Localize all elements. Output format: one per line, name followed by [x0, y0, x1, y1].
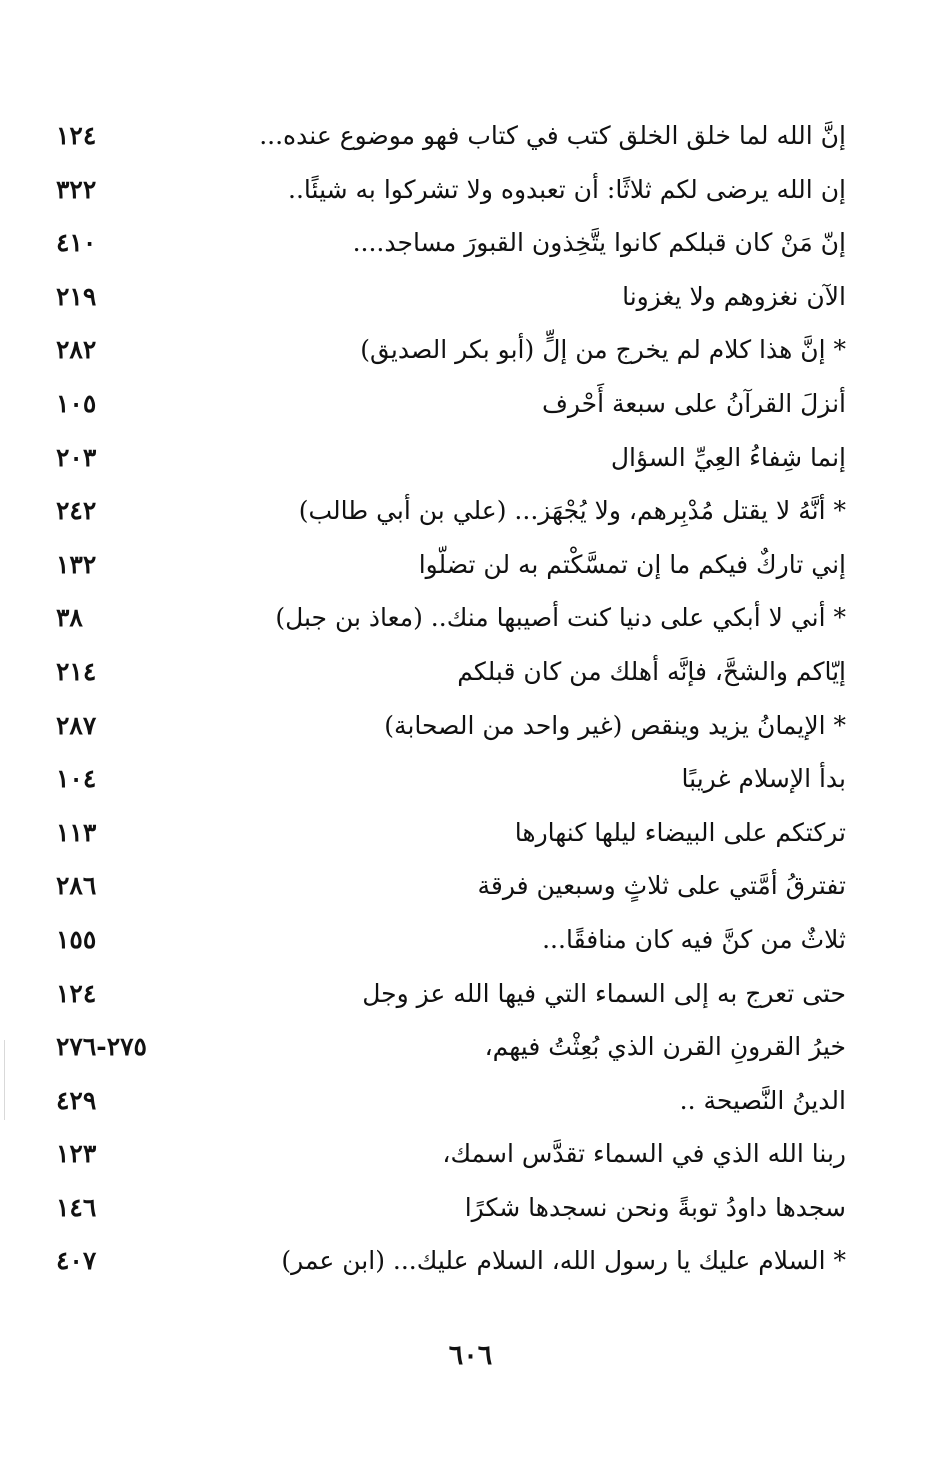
page-reference: ٢٧٥-٢٧٦: [56, 1032, 147, 1062]
entry-text: ربنا الله الذي في السماء تقدَّس اسمك،: [442, 1139, 846, 1169]
page-reference: ١٢٣: [56, 1139, 97, 1169]
page-reference: ١٠٤: [56, 764, 97, 794]
index-row: [56, 592, 846, 646]
entry-text: إنّ مَنْ كان قبلكم كانوا يتَّخِذون القبورَ مساجد....: [352, 228, 846, 258]
page-reference: ٢٨٦: [56, 871, 97, 901]
entry-text: ثلاثٌ من كنَّ فيه كان منافقًا...: [542, 924, 846, 954]
page-reference: ٣٢٢: [56, 174, 97, 204]
page-reference: ١٢٤: [56, 121, 97, 150]
entry-text: إني تاركٌ فيكم ما إن تمسَّكْتم به لن تضلّوا: [418, 549, 846, 579]
page-reference: ٢٨٢: [56, 335, 97, 365]
page-reference: ١٤٦: [56, 1192, 97, 1222]
page-reference: ٢٠٣: [56, 442, 97, 472]
index-row: [56, 217, 846, 271]
scan-edge-mark: [4, 1040, 5, 1120]
entry-text: * السلام عليك يا رسول الله، السلام عليك... (ابن عمر): [281, 1246, 846, 1276]
entry-text: الآن نغزوهم ولا يغزونا: [622, 281, 846, 311]
page-reference: ١٥٥: [56, 924, 97, 954]
entry-text: * إنَّ هذا كلام لم يخرج من إلٍّ (أبو بكر الصديق): [360, 335, 846, 365]
entry-text: خيرُ القرونِ القرن الذي بُعِثْتُ فيهم،: [484, 1032, 846, 1062]
index-row: [56, 164, 846, 218]
index-row: [56, 485, 846, 539]
entry-text: إيّاكم والشحَّ، فإنَّه أهلك من كان قبلكم: [457, 656, 846, 686]
index-row: [56, 807, 846, 861]
page-reference: ٣٨: [56, 603, 83, 633]
page-reference: ٢٨٧: [56, 710, 97, 740]
index-row: [56, 432, 846, 486]
page-reference: ٤١٠: [56, 228, 97, 258]
entry-text: * أنَّهُ لا يقتل مُدْبِرهم، ولا يُجْهَز... (علي بن أبي طالب): [298, 496, 846, 526]
entry-text: إنما شِفاءُ العِيِّ السؤال: [610, 442, 846, 472]
hadith-index-list: [56, 110, 846, 1289]
page-reference: ١٢٤: [56, 978, 97, 1008]
index-row: [56, 860, 846, 914]
page-reference: ٢٤٢: [56, 496, 97, 526]
index-row: [56, 110, 846, 164]
entry-text: إن الله يرضى لكم ثلاثًا: أن تعبدوه ولا تشركوا به شيئًا..: [288, 174, 846, 204]
entry-text: تركتكم على البيضاء ليلها كنهارها: [514, 817, 846, 847]
index-row: [56, 539, 846, 593]
entry-text: بدأ الإسلام غريبًا: [681, 764, 846, 794]
entry-text: * أني لا أبكي على دنيا كنت أصيبها منك.. (معاذ بن جبل): [275, 603, 846, 633]
page-reference: ٢١٩: [56, 281, 97, 311]
entry-text: الدينُ النَّصيحة ..: [679, 1085, 846, 1115]
index-row: [56, 271, 846, 325]
index-row: [56, 1075, 846, 1129]
entry-text: * الإيمانُ يزيد وينقص (غير واحد من الصحابة): [384, 710, 846, 740]
page-reference: ٢١٤: [56, 656, 97, 686]
index-row: [56, 914, 846, 968]
page-reference: ١٠٥: [56, 388, 97, 418]
entry-text: إنَّ الله لما خلق الخلق كتب في كتاب فهو موضوع عنده...: [259, 121, 846, 150]
page-reference: ١١٣: [56, 817, 97, 847]
entry-text: أنزلَ القرآنُ على سبعة أَحْرف: [541, 388, 846, 418]
page-reference: ٤٠٧: [56, 1246, 97, 1276]
index-row: [56, 646, 846, 700]
entry-text: سجدها داودُ توبةً ونحن نسجدها شكرًا: [464, 1192, 846, 1222]
index-row: [56, 753, 846, 807]
index-row: [56, 1128, 846, 1182]
index-row: [56, 1021, 846, 1075]
index-row: [56, 378, 846, 432]
entry-text: تفترقُ أمَّتي على ثلاثٍ وسبعين فرقة: [477, 871, 846, 901]
page-reference: ١٣٢: [56, 549, 97, 579]
index-row: [56, 1235, 846, 1289]
index-row: [56, 968, 846, 1022]
index-row: [56, 324, 846, 378]
index-row: [56, 700, 846, 754]
page-number: ٦٠٦: [448, 1340, 493, 1371]
entry-text: حتى تعرج به إلى السماء التي فيها الله عز وجل: [362, 978, 846, 1008]
page-reference: ٤٢٩: [56, 1085, 97, 1115]
index-row: [56, 1182, 846, 1236]
